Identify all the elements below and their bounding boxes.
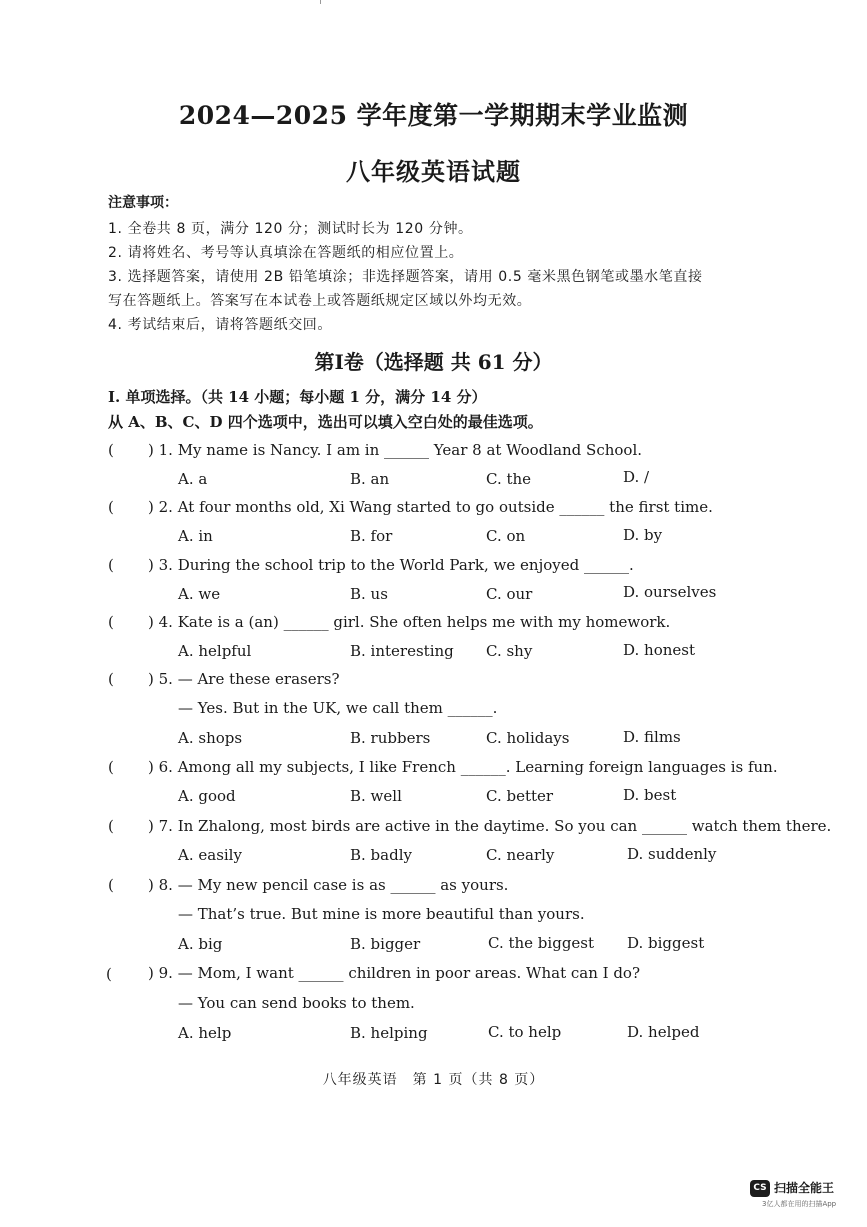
option-c: C. our <box>486 585 533 603</box>
exam-title: 2024—2025 学年度第一学期期末学业监测 <box>178 101 689 130</box>
option-a: A. helpful <box>178 642 252 660</box>
watermark-tagline: 3亿人都在用的扫描App <box>762 1200 837 1208</box>
answer-paren: ( <box>108 556 114 574</box>
option-c: C. holidays <box>486 729 570 747</box>
option-a: A. big <box>178 935 223 953</box>
option-a: A. easily <box>178 846 242 864</box>
note-item: 3. 选择题答案，请使用 2B 铅笔填涂；非选择题答案，请用 0.5 毫米黑色钢笔或墨水笔直接 <box>108 269 703 285</box>
question-stem: ) 4. Kate is a (an) ______ girl. She often helps me with my homework. <box>148 613 671 631</box>
section-instruction: 从 A、B、C、D 四个选项中，选出可以填入空白处的最佳选项。 <box>108 413 543 431</box>
question-stem: ) 3. During the school trip to the World Park, we enjoyed ______. <box>148 556 634 574</box>
option-b: B. helping <box>350 1024 428 1042</box>
option-b: B. an <box>350 470 390 488</box>
option-d: D. films <box>623 728 681 746</box>
option-a: A. in <box>178 527 213 545</box>
option-d: D. suddenly <box>627 845 717 863</box>
option-a: A. a <box>178 470 208 488</box>
option-b: B. badly <box>350 846 412 864</box>
option-d: D. helped <box>627 1023 700 1041</box>
option-b: B. us <box>350 585 388 603</box>
answer-paren: ( <box>108 613 114 631</box>
notes-heading: 注意事项： <box>108 195 178 211</box>
question-stem: ) 7. In Zhalong, most birds are active in the daytime. So you can ______ watch them there. <box>148 817 832 835</box>
answer-paren: ( <box>108 498 114 516</box>
option-c: C. on <box>486 527 526 545</box>
option-c: C. nearly <box>486 846 555 864</box>
option-c: C. better <box>486 787 554 805</box>
note-item: 1. 全卷共 8 页，满分 120 分；测试时长为 120 分钟。 <box>108 221 473 237</box>
answer-paren: ( <box>108 876 114 894</box>
option-b: B. rubbers <box>350 729 431 747</box>
question-continuation: — You can send books to them. <box>178 994 415 1012</box>
option-d: D. by <box>623 526 663 544</box>
question-continuation: — Yes. But in the UK, we call them ______. <box>178 699 498 717</box>
section-title: I. 单项选择。（共 14 小题；每小题 1 分，满分 14 分） <box>108 388 487 406</box>
option-b: B. interesting <box>350 642 454 660</box>
option-b: B. well <box>350 787 402 805</box>
option-b: B. for <box>350 527 393 545</box>
question-stem: ) 9. — Mom, I want ______ children in poor areas. What can I do? <box>148 964 641 982</box>
option-c: C. the biggest <box>488 934 595 952</box>
part-title: 第Ⅰ卷（选择题 共 61 分） <box>314 350 553 374</box>
answer-paren: ( <box>108 817 114 835</box>
note-item: 4. 考试结束后，请将答题纸交回。 <box>108 317 333 333</box>
answer-paren: ( <box>108 758 114 776</box>
page-footer: 八年级英语 第 1 页（共 8 页） <box>322 1072 545 1088</box>
option-d: D. ourselves <box>623 583 717 601</box>
exam-subtitle: 八年级英语试题 <box>346 157 521 186</box>
option-c: C. shy <box>486 642 533 660</box>
answer-paren: ( <box>106 965 112 983</box>
question-stem: ) 1. My name is Nancy. I am in ______ Year 8 at Woodland School. <box>148 441 643 459</box>
watermark-name: 扫描全能王 <box>774 1181 835 1195</box>
option-b: B. bigger <box>350 935 421 953</box>
question-stem: ) 2. At four months old, Xi Wang started to go outside ______ the first time. <box>148 498 713 516</box>
option-d: D. biggest <box>627 934 705 952</box>
option-a: A. help <box>178 1024 232 1042</box>
question-stem: ) 8. — My new pencil case is as ______ as yours. <box>148 876 509 894</box>
option-d: D. honest <box>623 641 695 659</box>
option-d: D. / <box>623 468 650 486</box>
answer-paren: ( <box>108 670 114 688</box>
scan-mark <box>320 0 321 4</box>
note-item: 2. 请将姓名、考号等认真填涂在答题纸的相应位置上。 <box>108 245 464 261</box>
option-a: A. good <box>178 787 236 805</box>
option-a: A. we <box>178 585 221 603</box>
option-c: C. to help <box>488 1023 562 1041</box>
question-continuation: — That’s true. But mine is more beautiful than yours. <box>178 905 585 923</box>
camscanner-logo-icon: CS <box>750 1180 770 1197</box>
question-stem: ) 6. Among all my subjects, I like French ______. Learning foreign languages is fun. <box>148 758 778 776</box>
question-stem: ) 5. — Are these erasers? <box>148 670 340 688</box>
option-d: D. best <box>623 786 677 804</box>
answer-paren: ( <box>108 441 114 459</box>
option-c: C. the <box>486 470 532 488</box>
note-item: 写在答题纸上。答案写在本试卷上或答题纸规定区域以外均无效。 <box>108 293 532 309</box>
option-a: A. shops <box>178 729 243 747</box>
